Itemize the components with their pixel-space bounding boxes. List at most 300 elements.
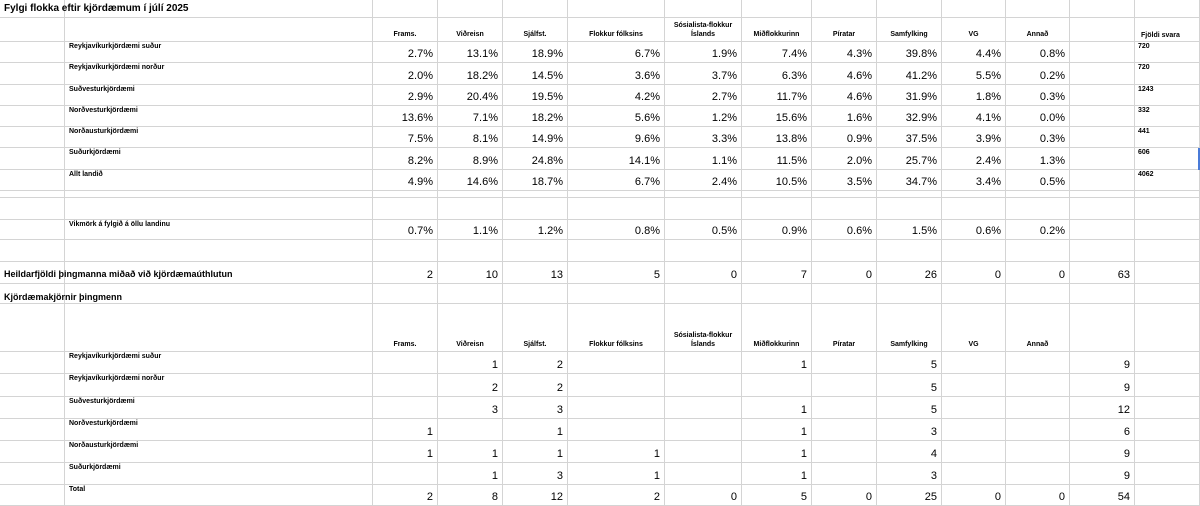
grid-cell[interactable] — [65, 191, 373, 198]
grid-cell[interactable] — [1135, 0, 1200, 18]
grid-cell[interactable] — [1135, 419, 1200, 441]
response-count: 606 — [1135, 148, 1200, 170]
support-value: 1.6% — [812, 106, 877, 127]
grid-cell[interactable] — [65, 304, 373, 352]
support-value: 3.5% — [812, 170, 877, 191]
grid-cell[interactable] — [1070, 304, 1135, 352]
support-value: 3.4% — [942, 170, 1006, 191]
grid-cell[interactable] — [0, 198, 65, 220]
grid-cell[interactable] — [812, 198, 877, 220]
grid-cell[interactable] — [942, 191, 1006, 198]
total-seats-value: 0 — [812, 262, 877, 284]
support-value: 2.0% — [812, 148, 877, 170]
seat-value — [665, 374, 742, 397]
margin-value: 0.9% — [742, 220, 812, 240]
support-header-9: Annað — [1006, 18, 1070, 42]
seat-value — [812, 463, 877, 485]
seat-total: 54 — [1070, 485, 1135, 506]
support-value: 7.4% — [742, 42, 812, 63]
seat-value — [373, 397, 438, 419]
row-label: Norðvesturkjördæmi — [65, 106, 373, 127]
support-value: 41.2% — [877, 63, 942, 85]
grid-cell[interactable] — [1070, 220, 1135, 240]
grid-cell[interactable] — [877, 191, 942, 198]
margin-value: 0.6% — [812, 220, 877, 240]
row-label: Allt landið — [65, 170, 373, 191]
seat-value — [373, 352, 438, 374]
support-value: 4.9% — [373, 170, 438, 191]
support-header-8: VG — [942, 18, 1006, 42]
grid-cell[interactable] — [1135, 284, 1200, 304]
seats-header-3: Flokkur fólksins — [568, 304, 665, 352]
row-label: Suðvesturkjördæmi — [65, 85, 373, 106]
total-seats-label: Heildarfjöldi þingmanna miðað við kjördæmaúthlutun — [0, 262, 373, 284]
total-seats-value: 13 — [503, 262, 568, 284]
margin-value: 0.5% — [665, 220, 742, 240]
grid-cell[interactable] — [742, 0, 812, 18]
grid-cell[interactable] — [503, 0, 568, 18]
support-value: 11.5% — [742, 148, 812, 170]
seat-value — [665, 419, 742, 441]
seat-value: 25 — [877, 485, 942, 506]
support-value: 14.6% — [438, 170, 503, 191]
grid-cell[interactable] — [0, 485, 65, 506]
support-value: 18.2% — [503, 106, 568, 127]
seat-row-label: Suðurkjördæmi — [65, 463, 373, 485]
total-seats-value: 0 — [942, 262, 1006, 284]
seat-value: 2 — [438, 374, 503, 397]
grid-cell[interactable] — [1070, 198, 1135, 220]
grid-cell[interactable] — [1070, 18, 1135, 42]
seat-total: 6 — [1070, 419, 1135, 441]
grid-cell[interactable] — [568, 0, 665, 18]
seat-value — [942, 352, 1006, 374]
grid-cell[interactable] — [65, 240, 373, 262]
grid-cell[interactable] — [1070, 63, 1135, 85]
seat-value — [438, 419, 503, 441]
support-value: 0.8% — [1006, 42, 1070, 63]
support-value: 2.4% — [942, 148, 1006, 170]
support-value: 34.7% — [877, 170, 942, 191]
grid-cell[interactable] — [1135, 441, 1200, 463]
support-value: 31.9% — [877, 85, 942, 106]
grid-cell[interactable] — [742, 240, 812, 262]
grid-cell[interactable] — [665, 240, 742, 262]
seat-value: 5 — [742, 485, 812, 506]
seat-value — [1006, 463, 1070, 485]
grid-cell[interactable] — [0, 419, 65, 441]
seat-row-label: Norðausturkjördæmi — [65, 441, 373, 463]
grid-cell[interactable] — [503, 284, 568, 304]
support-value: 24.8% — [503, 148, 568, 170]
seat-value: 1 — [742, 397, 812, 419]
grid-cell[interactable] — [568, 284, 665, 304]
row-label: Reykjavíkurkjördæmi norður — [65, 63, 373, 85]
seat-row-label: Suðvesturkjördæmi — [65, 397, 373, 419]
seat-value: 2 — [568, 485, 665, 506]
grid-cell[interactable] — [942, 284, 1006, 304]
seat-value: 5 — [877, 397, 942, 419]
grid-cell[interactable] — [0, 148, 65, 170]
grid-cell[interactable] — [0, 463, 65, 485]
support-value: 15.6% — [742, 106, 812, 127]
support-header-7: Samfylking — [877, 18, 942, 42]
seat-value — [665, 397, 742, 419]
margin-value: 1.5% — [877, 220, 942, 240]
seat-value — [373, 463, 438, 485]
seat-value — [812, 419, 877, 441]
response-count: 720 — [1135, 42, 1200, 63]
seat-value — [665, 441, 742, 463]
grid-cell[interactable] — [438, 198, 503, 220]
grid-cell[interactable] — [1070, 240, 1135, 262]
support-value: 8.2% — [373, 148, 438, 170]
support-value: 4.4% — [942, 42, 1006, 63]
support-value: 3.7% — [665, 63, 742, 85]
support-header-4: Sósialista-flokkur Íslands — [665, 18, 742, 42]
support-header-1: Viðreisn — [438, 18, 503, 42]
seat-value — [568, 374, 665, 397]
grid-cell[interactable] — [812, 284, 877, 304]
seat-value — [568, 352, 665, 374]
grid-cell[interactable] — [1070, 170, 1135, 191]
seat-value — [1006, 352, 1070, 374]
seat-total: 9 — [1070, 441, 1135, 463]
margin-label: Vikmörk á fylgið á öllu landinu — [65, 220, 373, 240]
support-value: 14.9% — [503, 127, 568, 148]
support-value: 32.9% — [877, 106, 942, 127]
grid-cell[interactable] — [0, 85, 65, 106]
seat-value: 1 — [742, 463, 812, 485]
grid-cell[interactable] — [1135, 485, 1200, 506]
grid-cell[interactable] — [1135, 262, 1200, 284]
margin-value: 0.8% — [568, 220, 665, 240]
seats-header-1: Viðreisn — [438, 304, 503, 352]
support-value: 7.1% — [438, 106, 503, 127]
grid-cell[interactable] — [1006, 191, 1070, 198]
grid-cell[interactable] — [503, 191, 568, 198]
support-value: 20.4% — [438, 85, 503, 106]
seat-value: 5 — [877, 374, 942, 397]
grid-cell[interactable] — [503, 198, 568, 220]
seat-value — [812, 441, 877, 463]
grid-cell[interactable] — [65, 198, 373, 220]
grid-cell[interactable] — [1070, 0, 1135, 18]
fjoldi-svara-header: Fjöldi svara — [1135, 18, 1200, 42]
grid-cell[interactable] — [0, 441, 65, 463]
support-value: 18.2% — [438, 63, 503, 85]
grid-cell[interactable] — [0, 127, 65, 148]
support-value: 1.3% — [1006, 148, 1070, 170]
support-value: 11.7% — [742, 85, 812, 106]
response-count: 720 — [1135, 63, 1200, 85]
support-value: 5.6% — [568, 106, 665, 127]
grid-cell[interactable] — [1135, 374, 1200, 397]
seats-header-8: VG — [942, 304, 1006, 352]
grid-cell[interactable] — [0, 63, 65, 85]
seat-value: 2 — [503, 352, 568, 374]
seat-value — [665, 352, 742, 374]
seats-header-2: Sjálfst. — [503, 304, 568, 352]
seat-value: 1 — [438, 352, 503, 374]
total-seats-value: 0 — [665, 262, 742, 284]
seat-value: 1 — [503, 419, 568, 441]
support-value: 37.5% — [877, 127, 942, 148]
seat-value: 0 — [665, 485, 742, 506]
grid-cell[interactable] — [1070, 106, 1135, 127]
support-value: 0.5% — [1006, 170, 1070, 191]
seat-value: 1 — [742, 352, 812, 374]
support-value: 2.7% — [373, 42, 438, 63]
support-value: 39.8% — [877, 42, 942, 63]
grid-cell[interactable] — [1070, 85, 1135, 106]
support-value: 3.6% — [568, 63, 665, 85]
margin-value: 1.1% — [438, 220, 503, 240]
grid-cell[interactable] — [568, 191, 665, 198]
support-value: 4.6% — [812, 85, 877, 106]
grid-cell[interactable] — [0, 352, 65, 374]
support-value: 13.6% — [373, 106, 438, 127]
grid-cell[interactable] — [877, 284, 942, 304]
grid-cell[interactable] — [373, 284, 438, 304]
seat-total: 9 — [1070, 352, 1135, 374]
support-value: 2.9% — [373, 85, 438, 106]
seat-total: 9 — [1070, 463, 1135, 485]
total-seats-value: 0 — [1006, 262, 1070, 284]
support-value: 19.5% — [503, 85, 568, 106]
seat-value: 1 — [373, 419, 438, 441]
support-value: 8.1% — [438, 127, 503, 148]
grid-cell[interactable] — [1135, 304, 1200, 352]
support-value: 14.1% — [568, 148, 665, 170]
seat-value — [373, 374, 438, 397]
grid-cell[interactable] — [942, 198, 1006, 220]
grid-cell[interactable] — [1135, 198, 1200, 220]
grid-cell[interactable] — [742, 284, 812, 304]
margin-value: 0.6% — [942, 220, 1006, 240]
seat-value: 1 — [742, 441, 812, 463]
seats-header-7: Samfylking — [877, 304, 942, 352]
grid-cell[interactable] — [665, 191, 742, 198]
grid-cell[interactable] — [0, 191, 65, 198]
support-value: 4.3% — [812, 42, 877, 63]
support-header-0: Frams. — [373, 18, 438, 42]
seat-value: 3 — [503, 397, 568, 419]
support-value: 4.1% — [942, 106, 1006, 127]
grid-cell[interactable] — [1070, 42, 1135, 63]
total-seats-value: 26 — [877, 262, 942, 284]
grid-cell[interactable] — [812, 191, 877, 198]
seat-value: 1 — [568, 441, 665, 463]
grid-cell[interactable] — [942, 0, 1006, 18]
seat-value: 4 — [877, 441, 942, 463]
grid-cell[interactable] — [1135, 191, 1200, 198]
support-value: 6.7% — [568, 170, 665, 191]
support-value: 13.1% — [438, 42, 503, 63]
seat-value — [942, 374, 1006, 397]
response-count: 332 — [1135, 106, 1200, 127]
grid-cell[interactable] — [1135, 220, 1200, 240]
support-value: 3.3% — [665, 127, 742, 148]
support-value: 2.4% — [665, 170, 742, 191]
grid-cell[interactable] — [1070, 148, 1135, 170]
grid-cell[interactable] — [438, 191, 503, 198]
grid-cell[interactable] — [942, 240, 1006, 262]
grid-cell[interactable] — [877, 240, 942, 262]
grid-cell[interactable] — [1135, 397, 1200, 419]
total-seats-value: 5 — [568, 262, 665, 284]
seats-header-6: Píratar — [812, 304, 877, 352]
seat-value — [568, 397, 665, 419]
grid-cell[interactable] — [0, 18, 65, 42]
support-value: 1.8% — [942, 85, 1006, 106]
seat-value — [812, 352, 877, 374]
support-value: 7.5% — [373, 127, 438, 148]
grid-cell[interactable] — [665, 284, 742, 304]
grid-cell[interactable] — [665, 198, 742, 220]
grid-cell[interactable] — [665, 0, 742, 18]
support-value: 6.3% — [742, 63, 812, 85]
grid-cell[interactable] — [568, 240, 665, 262]
seat-value — [942, 441, 1006, 463]
grid-cell[interactable] — [1006, 198, 1070, 220]
seat-value — [812, 397, 877, 419]
grid-cell[interactable] — [1135, 352, 1200, 374]
seat-value: 3 — [877, 419, 942, 441]
seats-header-5: Miðflokkurinn — [742, 304, 812, 352]
support-value: 4.6% — [812, 63, 877, 85]
section-title: Kjördæmakjörnir þingmenn — [4, 292, 123, 302]
grid-cell[interactable] — [877, 198, 942, 220]
seat-value: 0 — [812, 485, 877, 506]
response-count: 441 — [1135, 127, 1200, 148]
support-value: 5.5% — [942, 63, 1006, 85]
support-value: 0.0% — [1006, 106, 1070, 127]
seat-value: 0 — [1006, 485, 1070, 506]
margin-value: 1.2% — [503, 220, 568, 240]
grid-cell[interactable] — [0, 220, 65, 240]
seats-header-4: Sósialista-flokkur Íslands — [665, 304, 742, 352]
support-header-3: Flokkur fólksins — [568, 18, 665, 42]
grid-cell[interactable] — [742, 198, 812, 220]
grid-cell[interactable] — [373, 0, 438, 18]
seat-value: 5 — [877, 352, 942, 374]
support-value: 10.5% — [742, 170, 812, 191]
response-count: 1243 — [1135, 85, 1200, 106]
seat-value: 3 — [877, 463, 942, 485]
seat-value: 1 — [373, 441, 438, 463]
grid-cell[interactable] — [0, 374, 65, 397]
seat-value: 2 — [373, 485, 438, 506]
grid-cell[interactable] — [438, 0, 503, 18]
grid-cell[interactable] — [373, 240, 438, 262]
grid-cell[interactable] — [373, 191, 438, 198]
seat-value — [812, 374, 877, 397]
grid-cell[interactable] — [0, 397, 65, 419]
grid-cell[interactable] — [1006, 240, 1070, 262]
support-value: 14.5% — [503, 63, 568, 85]
support-value: 18.7% — [503, 170, 568, 191]
seat-value: 1 — [438, 463, 503, 485]
grid-cell[interactable] — [1070, 284, 1135, 304]
support-value: 0.2% — [1006, 63, 1070, 85]
margin-value: 0.7% — [373, 220, 438, 240]
grid-cell[interactable] — [1006, 0, 1070, 18]
seat-row-label: Total — [65, 485, 373, 506]
seat-value — [942, 397, 1006, 419]
grid-cell[interactable] — [0, 170, 65, 191]
grid-cell[interactable] — [0, 304, 65, 352]
support-value: 0.3% — [1006, 85, 1070, 106]
grid-cell[interactable] — [1135, 463, 1200, 485]
seat-value: 12 — [503, 485, 568, 506]
seat-value — [1006, 419, 1070, 441]
grid-cell[interactable] — [0, 106, 65, 127]
grid-cell[interactable] — [0, 240, 65, 262]
grid-cell[interactable] — [1070, 127, 1135, 148]
seat-value — [942, 463, 1006, 485]
seat-row-label: Reykjavíkurkjördæmi suður — [65, 352, 373, 374]
support-value: 1.9% — [665, 42, 742, 63]
total-seats-value: 10 — [438, 262, 503, 284]
support-value: 8.9% — [438, 148, 503, 170]
row-label: Norðausturkjördæmi — [65, 127, 373, 148]
grid-cell[interactable] — [438, 240, 503, 262]
seat-value — [1006, 397, 1070, 419]
seat-row-label: Reykjavíkurkjördæmi norður — [65, 374, 373, 397]
grid-cell[interactable] — [65, 18, 373, 42]
support-value: 1.2% — [665, 106, 742, 127]
margin-value: 0.2% — [1006, 220, 1070, 240]
grid-cell[interactable] — [812, 0, 877, 18]
support-header-2: Sjálfst. — [503, 18, 568, 42]
grid-cell[interactable] — [438, 284, 503, 304]
sheet-title: Fylgi flokka eftir kjördæmum í júlí 2025 — [4, 3, 189, 14]
support-value: 13.8% — [742, 127, 812, 148]
grid-cell[interactable] — [568, 198, 665, 220]
seat-value: 3 — [503, 463, 568, 485]
total-seats-sum: 63 — [1070, 262, 1135, 284]
grid-cell[interactable] — [1006, 284, 1070, 304]
seat-total: 12 — [1070, 397, 1135, 419]
support-header-6: Píratar — [812, 18, 877, 42]
support-header-5: Miðflokkurinn — [742, 18, 812, 42]
response-count: 4062 — [1135, 170, 1200, 191]
support-value: 9.6% — [568, 127, 665, 148]
seat-value: 3 — [438, 397, 503, 419]
grid-cell[interactable] — [1135, 240, 1200, 262]
grid-cell[interactable] — [1070, 191, 1135, 198]
seat-value — [568, 419, 665, 441]
support-value: 3.9% — [942, 127, 1006, 148]
grid-cell[interactable] — [742, 191, 812, 198]
grid-cell[interactable] — [503, 240, 568, 262]
grid-cell[interactable] — [0, 42, 65, 63]
seat-value — [942, 419, 1006, 441]
grid-cell[interactable] — [373, 198, 438, 220]
row-label: Reykjavíkurkjördæmi suður — [65, 42, 373, 63]
support-value: 2.7% — [665, 85, 742, 106]
support-value: 6.7% — [568, 42, 665, 63]
grid-cell[interactable] — [812, 240, 877, 262]
seat-value: 1 — [503, 441, 568, 463]
seat-value — [1006, 374, 1070, 397]
support-value: 2.0% — [373, 63, 438, 85]
seats-header-9: Annað — [1006, 304, 1070, 352]
seat-total: 9 — [1070, 374, 1135, 397]
grid-cell[interactable] — [877, 0, 942, 18]
seat-value: 1 — [568, 463, 665, 485]
